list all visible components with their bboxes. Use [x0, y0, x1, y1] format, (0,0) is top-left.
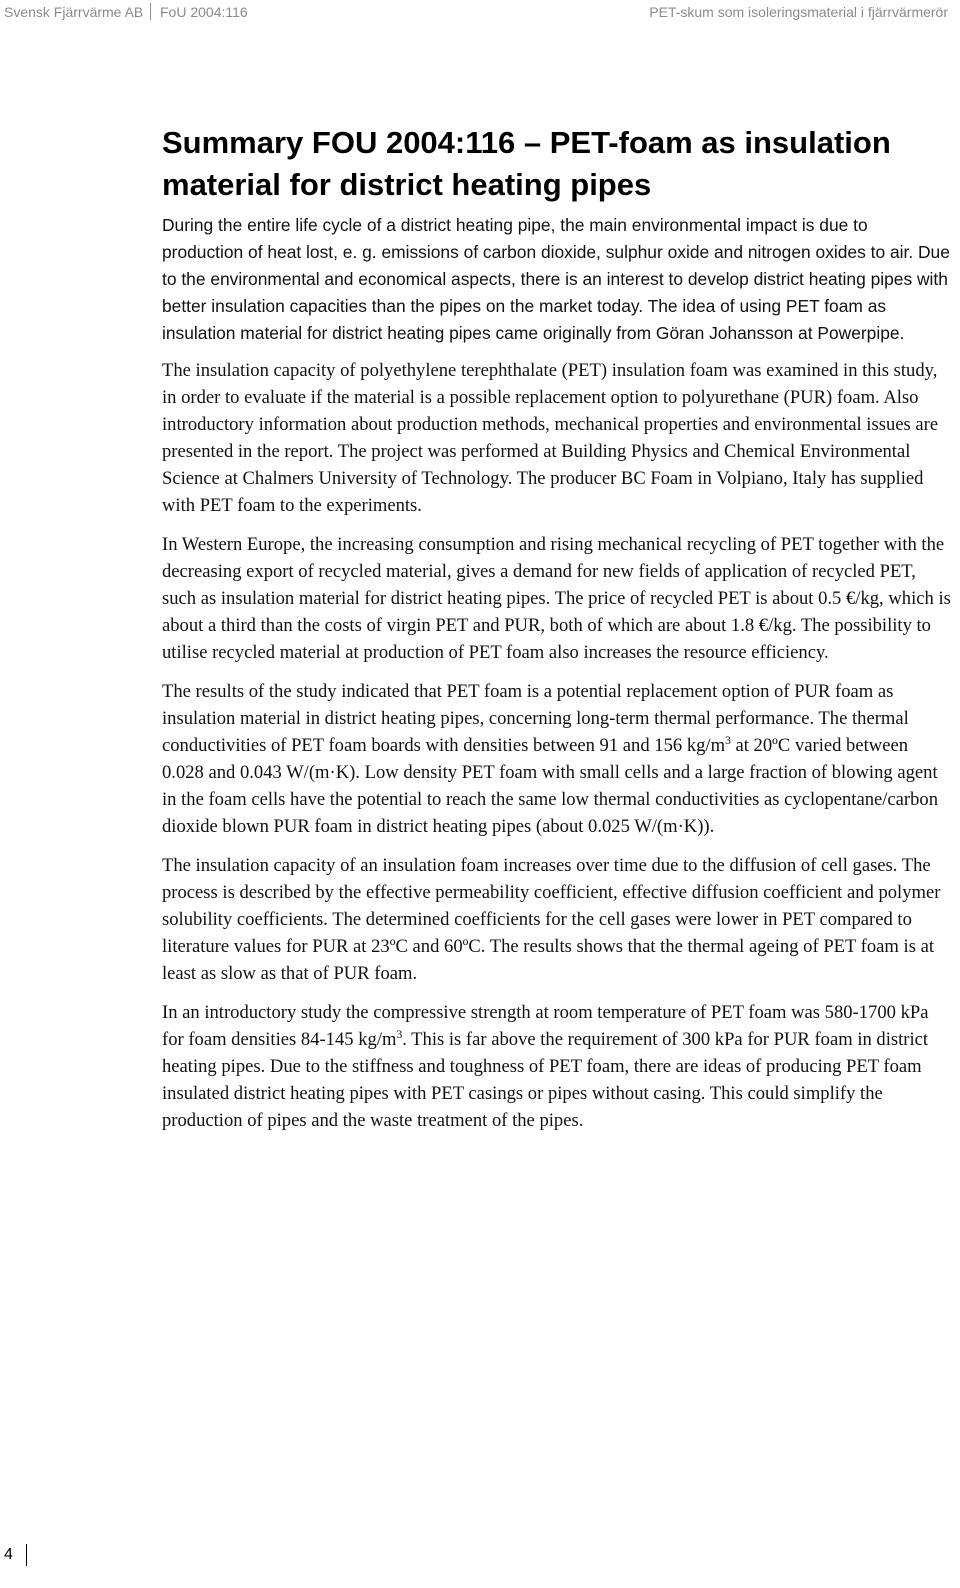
superscript-cubed: 3 — [396, 1028, 403, 1041]
paragraph-recycling: In Western Europe, the increasing consumption and rising mechanical recycling of PET together with the decreasing export of recycled material, gives a demand for new fields of application of recycled PET, such as insulation material for district heating pipes. The price of recycled PET is about 0.5 €/kg, which is about a third than the costs of virgin PET and PUR, both of which are about 1.8 €/kg. The possibility to utilise recycled material at production of PET foam also increases the resource efficiency. — [162, 534, 951, 663]
paragraph-results-text-b: at 20ºC varied between 0.028 and 0.043 W/(m·K). Low density PET foam with small cells and a large fraction of blowing agent in the foam cells have the potential to reach the same low thermal conductivities as cyclopentane/carbon dioxide blown PUR foam in district heating pipes (about 0.025 W/(m·K)). — [162, 735, 938, 837]
paragraph-results — [162, 678, 952, 840]
paragraph-study-scope: The insulation capacity of polyethylene terephthalate (PET) insulation foam was examined in this study, in order to evaluate if the material is a possible replacement option to polyurethane (PUR) foam. Also introductory information about production methods, mechanical properties and environmental issues are presented in the report. The project was performed at Building Physics and Chemical Environmental Science at Chalmers University of Technology. The producer BC Foam in Volpiano, Italy has supplied with PET foam to the experiments. — [162, 360, 939, 516]
footer-divider — [26, 1544, 27, 1566]
title-line-2: material for district heating pipes — [162, 167, 652, 202]
header-divider — [150, 3, 151, 20]
paragraph-ageing: The insulation capacity of an insulation foam increases over time due to the diffusion of cell gases. The process is described by the effective permeability coefficient, effective diffusion coefficient and polymer solubility coefficients. The determined coefficients for the cell gases were lower in PET compared to literature values for PUR at 23ºC and 60ºC. The results shows that the thermal ageing of PET foam is at least as slow as that of PUR foam. — [162, 855, 941, 984]
header-organization: Svensk Fjärrvärme AB — [4, 4, 144, 20]
document-body — [162, 122, 952, 1146]
paragraph-results-text-a: The results of the study indicated that PET foam is a potential replacement option of PUR foam as insulation material in district heating pipes, concerning long-term thermal performance. The thermal conductivities of PET foam boards with densities between 91 and 156 kg/m — [162, 681, 909, 756]
page-header — [0, 0, 960, 26]
title-line-1: Summary FOU 2004:116 – PET-foam as insulation — [162, 125, 891, 160]
header-document-title: PET-skum som isoleringsmaterial i fjärrvärmerör — [649, 4, 948, 20]
superscript-cubed: 3 — [725, 734, 731, 747]
paragraph-strength-text-b: . This is far above the requirement of 300 kPa for PUR foam in district heating pipes. Due to the stiffness and toughness of PET foam, there are ideas of producing PET foam insulated district heating pipes with PET casings or pipes without casing. This could simplify the production of pipes and the waste treatment of the pipes. — [162, 1029, 929, 1131]
header-report-code: FoU 2004:116 — [160, 4, 248, 20]
page-title — [162, 122, 952, 206]
paragraph-strength-text-a: In an introductory study the compressive strength at room temperature of PET foam was 580-1700 kPa for foam densities 84-145 kg/m — [162, 1002, 929, 1050]
paragraph-compressive-strength — [162, 999, 952, 1134]
page-number: 4 — [4, 1546, 13, 1563]
paragraph-intro: During the entire life cycle of a district heating pipe, the main environmental impact is due to production of heat lost, e. g. emissions of carbon dioxide, sulphur oxide and nitrogen oxides to air. Due to the environmental and economical aspects, there is an interest to develop district heating pipes with better insulation capacities than the pipes on the market today. The idea of using PET foam as insulation material for district heating pipes came originally from Göran Johansson at Powerpipe. — [162, 215, 950, 343]
